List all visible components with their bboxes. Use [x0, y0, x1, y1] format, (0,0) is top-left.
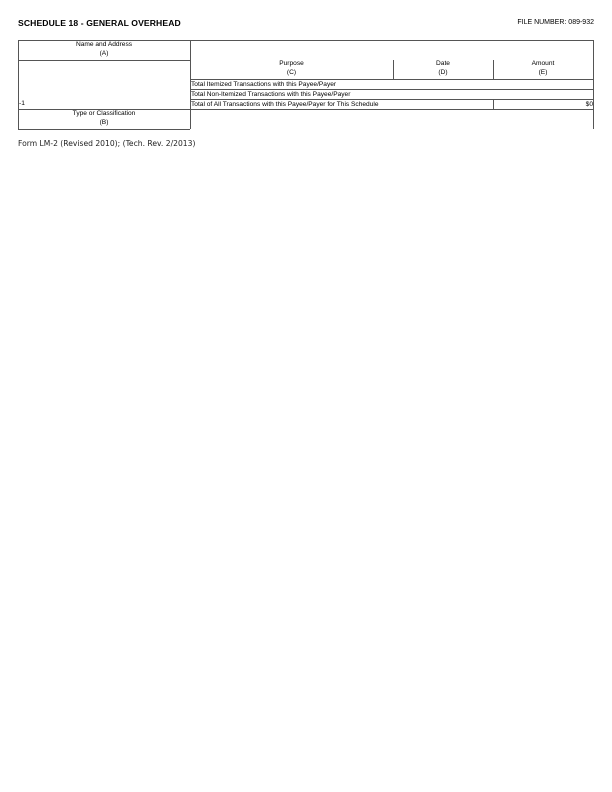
non-itemized-total-label: Total Non-Itemized Transactions with this Payee/Payer — [191, 90, 351, 98]
col-b-header — [18, 110, 190, 127]
col-a-label: Name and Address — [75, 41, 133, 48]
all-total-amount: $0 — [585, 100, 593, 108]
col-c-label: Purpose — [279, 60, 304, 67]
col-d-header — [393, 60, 493, 77]
schedule-title: SCHEDULE 18 - GENERAL OVERHEAD — [18, 18, 181, 28]
col-e-label: Amount — [531, 60, 555, 67]
all-row-divider — [190, 109, 593, 110]
col-a-header — [18, 41, 190, 58]
col-c-code: (C) — [286, 68, 297, 76]
file-number: FILE NUMBER: 089-932 — [517, 19, 594, 26]
form-footer: Form LM-2 (Revised 2010); (Tech. Rev. 2/2013) — [18, 139, 196, 148]
col-a-header-divider — [18, 60, 190, 61]
col-e-code: (E) — [538, 68, 548, 76]
col-e-header — [493, 60, 593, 77]
col-a-code: (A) — [99, 49, 109, 57]
col-b-label: Type or Classification — [72, 110, 136, 117]
col-d-code: (D) — [438, 68, 448, 76]
col-c-header — [190, 60, 393, 77]
col-d-label: Date — [436, 60, 450, 67]
entry-value: -1 — [19, 100, 25, 107]
itemized-total-label: Total Itemized Transactions with this Payee/Payer — [191, 80, 337, 88]
amount-cell-divider — [493, 99, 494, 109]
table-right-border — [593, 40, 594, 129]
col-b-code: (B) — [99, 118, 109, 126]
table-bottom-border-left — [18, 129, 190, 130]
all-total-label: Total of All Transactions with this Payee/Payer for This Schedule — [191, 100, 379, 108]
